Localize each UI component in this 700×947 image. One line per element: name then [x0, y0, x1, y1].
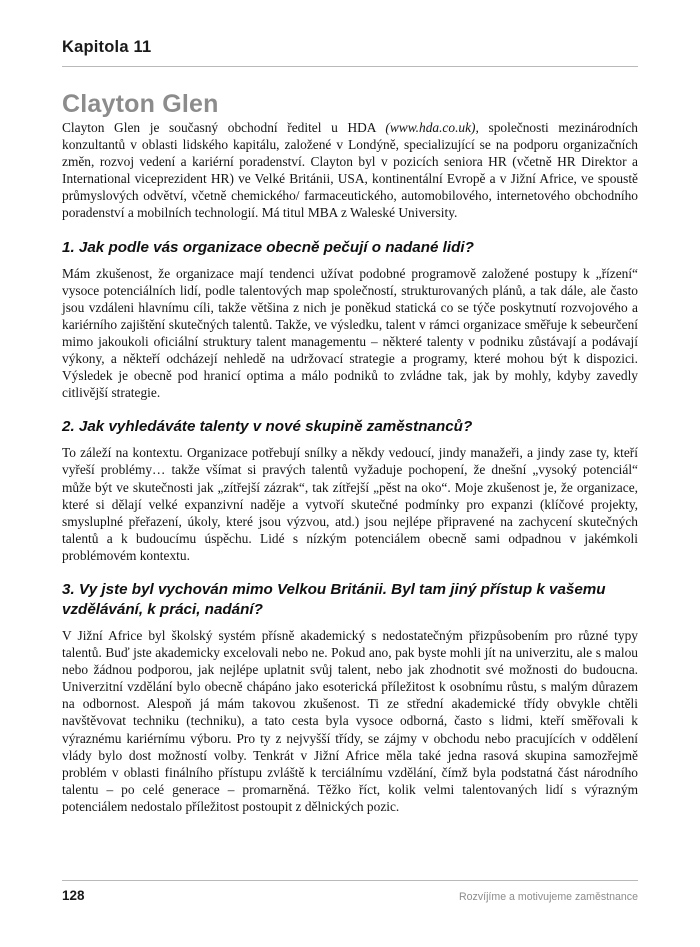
hda-website-link[interactable]: (www.hda.co.uk), [385, 120, 479, 135]
running-footer-text: Rozvíjíme a motivujeme zaměstnance [459, 891, 638, 903]
footer-divider [62, 880, 638, 881]
answer-paragraph-2: To záleží na kontextu. Organizace potřebují snílky a někdy vedoucí, jindy manažeři, a jindy zase ty, kteří vyřeší problémy… takže všímat si pravých talentů vyžaduje pochopení, že dnešní „vysoký potenciál“ může být ve skutečnosti jak „zítřejší zázrak“, tak zítřejší „pěst na oko“. Moje zkušenost je, že organizace, které si dělají velké expanzivní naděje a vytvoří skutečné podmínky pro expanzi (klíčové projekty, smysluplné přeřazení, úkoly, které jsou výzvou, atd.) jsou nejlépe připravené na zachycení skutečných talentů a k budoucímu úspěchu. Lidé s nízkým potenciálem obecně sami odpadnou v jakémkoli problémovém kontextu. [62, 445, 638, 563]
page-title: Clayton Glen [62, 90, 219, 118]
intro-text-before-link: Clayton Glen je současný obchodní ředitel u HDA [62, 120, 386, 135]
footer-row [62, 888, 638, 903]
page-footer [62, 880, 638, 903]
page-content [62, 0, 638, 815]
header-divider [62, 66, 638, 67]
intro-paragraph [62, 119, 638, 222]
question-heading-1: 1. Jak podle vás organizace obecně pečují o nadané lidi? [62, 238, 474, 256]
answer-paragraph-3: V Jižní Africe byl školský systém přísně akademický s nedostatečným přizpůsobením pro různé typy talentů. Buď jste akademicky excelovali nebo ne. Pokud ano, pak byste mohli jít na univerzitu, ale s malou nebo žádnou podporou, jak nejlépe uplatnit svůj talent, nebo jak zhodnotit své možnosti do budoucna. Univerzitní vzdělání bylo obecně chápáno jako esoterická příležitost k osobnímu růstu, s malým důrazem na odbornost. Alespoň já mám takovou zkušenost. Ti ze střední akademické třídy obvykle chtěli navštěvovat techniku (techniku), a tato cesta byla vysoce odborná, často s lidmi, kteří směřovali k výraznému kariérnímu výboru. Pro ty z nejvyšší třídy, se zájmy v obchodu nebo pracujících v oddělení vlády bylo dost možností volby. Tenkrát v Jižní Africe měla také jedna rasová skupina samozřejmě problém v oblasti finálního přístupu zvláště k terciálnímu vzdělání, čímž byla podstatná část národního talentu – po celé generace – promarněná. Těžko říct, kolik velmi talentovaných lidí s výrazným potenciálem nedostalo příležitost postoupit z dělnických pozic. [62, 627, 638, 814]
question-heading-3: 3. Vy jste byl vychován mimo Velkou Británii. Byl tam jiný přístup k vašemu vzdělávání, k práci, nadání? [62, 580, 606, 618]
intro-text-after-link: společnosti mezinárodních konzultantů v oblasti lidského kapitálu, založené v Londýně, specializující se na podporu organizačních změn, rozvoj vedení a kariérní poradenství. Clayton byl v pozicích seniora HR (včetně HR Direktor a International viceprezident HR) ve Velké Británii, USA, kontinentální Evropě a v Jižní Africe, ve spoustě průmyslových odvětví, včetně chemického/ farmaceutického, automobilového, internetového obchodního poradenství a mobilních technologií. Má titul MBA z Waleské University. [62, 120, 638, 221]
question-heading-2: 2. Jak vyhledáváte talenty v nové skupině zaměstnanců? [62, 418, 473, 436]
answer-paragraph-1: Mám zkušenost, že organizace mají tendenci užívat podobné programově založené postupy k „řízení“ vysoce potenciálních lidí, podle talentových map společností, strukturovaných plánů, a tak dále, ale často jsou vzdáleni hlavnímu cíli, takže většina z nich je poněkud statická co se týče poskytnutí rozvojového a kariérního zajištění skutečných talentů. Takže, ve výsledku, talent v rámci organizace směřuje k sebeurčení mimo jakoukoli oficiální struktury talent managementu – některé talenty v podniku zůstávají a podávají výkony, a někteří odcházejí nehledě na udržovací strategie a programy, které mohou být k dispozici. Výsledek je obecně pod hranicí optima a málo podniků to zvládne tak, jak by mohly, kdyby zavedly citlivější strategie. [62, 265, 638, 401]
chapter-heading: Kapitola 11 [62, 38, 152, 56]
page-number: 128 [62, 888, 85, 903]
